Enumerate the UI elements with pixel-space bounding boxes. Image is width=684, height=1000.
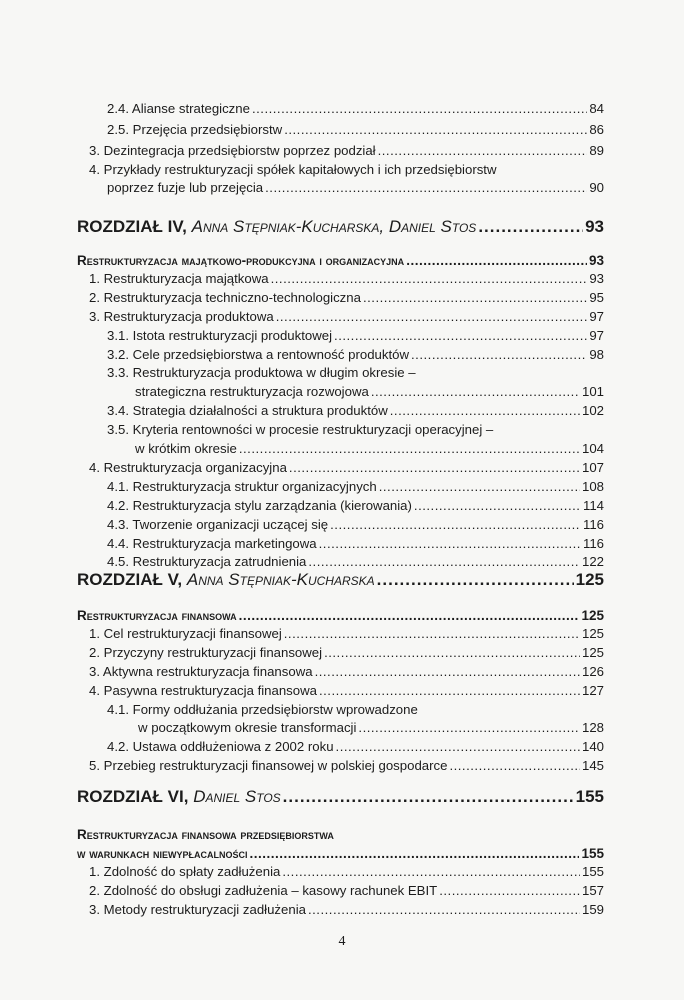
toc-entry-first-line: 3.3. Restrukturyzacja produktowa w długim okresie – [107,365,416,380]
toc-entry-label: 4. Pasywna restrukturyzacja finansowa [89,683,317,698]
leader-dots [439,883,580,899]
toc-entry-first-line: 3.5. Kryteria rentowności w procesie restrukturyzacji operacyjnej – [107,422,494,437]
toc-entry-page: 93 [589,271,604,286]
leader-dots [363,290,587,306]
leader-dots [414,498,581,514]
toc-entry-label: 3.1. Istota restrukturyzacji produktowej [107,328,333,343]
toc-entry-page: 125 [581,626,604,641]
chapter-page: 155 [575,787,604,806]
leader-dots [239,608,580,624]
toc-entry-label: 4. Restrukturyzacja organizacyjna [89,460,287,475]
section-heading [77,608,604,624]
toc-entry-page: 95 [589,290,604,305]
toc-entry-page: 104 [581,441,604,456]
toc-entry [107,101,604,117]
toc-entry [107,554,604,570]
toc-entry-label: 4.5. Restrukturyzacja zatrudnienia [107,554,307,569]
toc-entry [89,683,604,699]
toc-entry-page: 102 [581,403,604,418]
leader-dots [289,460,580,476]
leader-dots [283,787,574,807]
toc-entry [107,498,604,514]
toc-entry [89,758,604,774]
section-title: Restrukturyzacja majątkowo-produkcyjna i organizacyjna [77,253,405,268]
toc-entry [107,403,604,419]
toc-entry [138,720,604,736]
section-heading [77,846,604,862]
toc-entry [89,883,604,899]
chapter-author: Anna Stępniak-Kucharska [186,570,375,589]
toc-entry-label: 3. Dezintegracja przedsiębiorstw poprzez podział [89,143,376,158]
leader-dots [358,720,580,736]
toc-entry-label: 2. Restrukturyzacja techniczno-technologiczna [89,290,361,305]
chapter-title: ROZDZIAŁ VI, [77,787,189,806]
toc-entry-first-line: 4. Przykłady restrukturyzacji spółek kapitałowych i ich przedsiębiorstw [89,162,497,177]
leader-dots [271,271,588,287]
leader-dots [315,664,580,680]
toc-entry-page: 145 [581,758,604,773]
toc-entry-page: 127 [581,683,604,698]
toc-entry-page: 114 [582,498,604,513]
section-page: 93 [588,253,604,268]
toc-entry [107,180,604,196]
leader-dots [282,864,580,880]
leader-dots [276,309,588,325]
leader-dots [265,180,587,196]
toc-entry-page: 128 [581,720,604,735]
toc-entry [89,271,604,287]
toc-entry-page: 122 [581,554,604,569]
toc-entry [107,517,604,533]
toc-entry [135,441,604,457]
toc-entry-label: 4.3. Tworzenie organizacji uczącej się [107,517,329,532]
chapter-author: Daniel Stos [193,787,281,806]
toc-entry-page: 89 [589,143,604,158]
chapter-page: 125 [575,570,604,589]
leader-dots [478,217,583,237]
toc-entry-page: 101 [581,384,604,399]
toc-entry-label: 1. Restrukturyzacja majątkowa [89,271,269,286]
toc-entry [107,739,604,755]
toc-entry [107,328,604,344]
page-number: 4 [338,934,346,949]
leader-dots [252,101,587,117]
toc-entry-page: 98 [589,347,604,362]
toc-entry-label: 1. Zdolność do spłaty zadłużenia [89,864,281,879]
toc-entry-label: 4.2. Restrukturyzacja stylu zarządzania (kierowania) [107,498,412,513]
leader-dots [324,645,580,661]
leader-dots [378,143,588,159]
leader-dots [390,403,580,419]
toc-entry-page: 140 [581,739,604,754]
toc-entry-page: 97 [589,309,604,324]
chapter-title: ROZDZIAŁ IV, [77,217,187,236]
toc-entry [89,309,604,325]
toc-entry [89,143,604,159]
toc-entry-page: 97 [589,328,604,343]
toc-entry-first-line: 4.1. Formy oddłużania przedsiębiorstw wprowadzone [107,702,418,717]
leader-dots [371,384,580,400]
toc-entry-label: 3.4. Strategia działalności a struktura produktów [107,403,388,418]
leader-dots [284,122,587,138]
toc-entry-page: 159 [581,902,604,917]
chapter-heading [77,787,604,807]
toc-entry-page: 116 [582,517,604,532]
section-heading-first-line: Restrukturyzacja finansowa przedsiębiorstwa [77,827,334,842]
section-page: 155 [581,846,604,861]
toc-entry-label: 4.2. Ustawa oddłużeniowa z 2002 roku [107,739,334,754]
toc-entry [107,536,604,552]
chapter-heading [77,217,604,237]
leader-dots [308,554,580,570]
section-title: w warunkach niewypłacalności [77,846,248,861]
toc-entry [89,626,604,642]
toc-entry-label: 3.2. Cele przedsiębiorstwa a rentowność produktów [107,347,410,362]
leader-dots [319,536,581,552]
toc-entry-page: 107 [581,460,604,475]
toc-entry-label: strategiczna restrukturyzacja rozwojowa [135,384,369,399]
toc-entry [89,664,604,680]
toc-entry-page: 116 [582,536,604,551]
leader-dots [308,902,580,918]
leader-dots [319,683,580,699]
toc-entry-label: 3. Aktywna restrukturyzacja finansowa [89,664,313,679]
toc-entry-label: 2.5. Przejęcia przedsiębiorstw [107,122,283,137]
toc-entry-page: 125 [581,645,604,660]
toc-entry-label: 1. Cel restrukturyzacji finansowej [89,626,282,641]
leader-dots [239,441,580,457]
toc-entry-label: poprzez fuzje lub przejęcia [107,180,264,195]
chapter-author: Anna Stępniak-Kucharska, Daniel Stos [191,217,477,236]
leader-dots [411,347,587,363]
leader-dots [284,626,580,642]
leader-dots [377,570,574,590]
leader-dots [379,479,580,495]
leader-dots [330,517,581,533]
toc-entry-page: 90 [589,180,604,195]
toc-entry [135,384,604,400]
toc-entry [89,645,604,661]
toc-entry [107,347,604,363]
section-title: Restrukturyzacja finansowa [77,608,237,623]
leader-dots [250,846,580,862]
toc-entry-label: 2. Przyczyny restrukturyzacji finansowej [89,645,323,660]
toc-entry-label: 4.1. Restrukturyzacja struktur organizacyjnych [107,479,377,494]
toc-entry-page: 155 [581,864,604,879]
toc-entry-page: 157 [581,883,604,898]
leader-dots [406,253,587,269]
toc-entry-page: 84 [589,101,604,116]
toc-entry [89,864,604,880]
chapter-page: 93 [585,217,604,236]
toc-entry-page: 108 [581,479,604,494]
section-heading [77,253,604,269]
toc-entry-label: 2.4. Alianse strategiczne [107,101,250,116]
toc-entry-label: w początkowym okresie transformacji [138,720,357,735]
chapter-heading [77,570,604,590]
toc-entry-label: 2. Zdolność do obsługi zadłużenia – kasowy rachunek EBIT [89,883,438,898]
toc-entry-page: 126 [581,664,604,679]
toc-entry-label: 3. Metody restrukturyzacji zadłużenia [89,902,306,917]
toc-entry-label: 3. Restrukturyzacja produktowa [89,309,274,324]
toc-entry-label: 5. Przebieg restrukturyzacji finansowej w polskiej gospodarce [89,758,448,773]
leader-dots [334,328,587,344]
toc-entry-label: 4.4. Restrukturyzacja marketingowa [107,536,317,551]
chapter-title: ROZDZIAŁ V, [77,570,183,589]
leader-dots [449,758,580,774]
toc-entry [107,479,604,495]
leader-dots [336,739,580,755]
toc-entry-page: 86 [589,122,604,137]
toc-entry [89,902,604,918]
section-page: 125 [581,608,604,623]
toc-entry [89,460,604,476]
toc-entry [107,122,604,138]
toc-entry [89,290,604,306]
toc-entry-label: w krótkim okresie [135,441,237,456]
